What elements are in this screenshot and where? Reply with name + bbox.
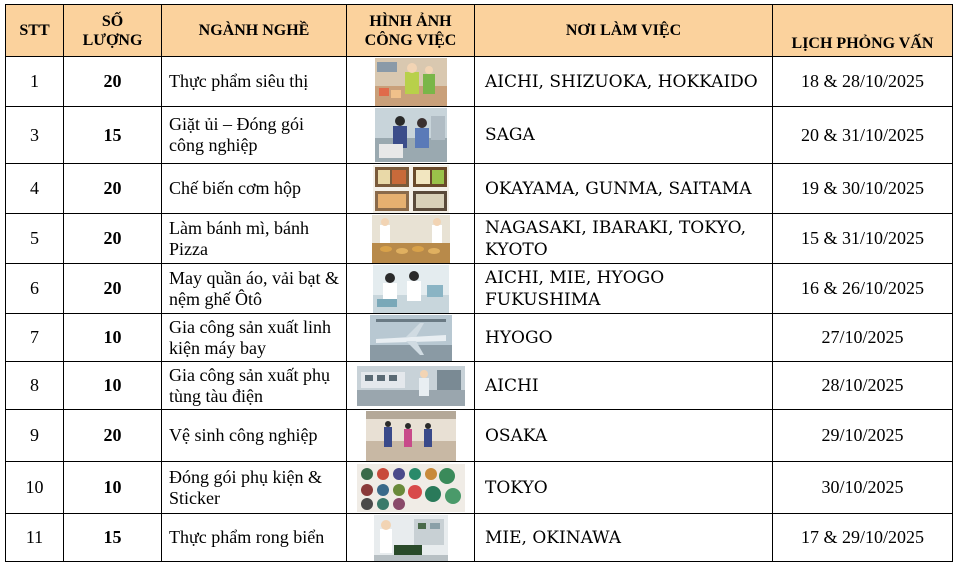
quantity-cell: 15: [64, 514, 162, 562]
header-schedule: LỊCH PHỎNG VẤN: [773, 5, 953, 57]
quantity-cell: 20: [64, 410, 162, 462]
train-parts-photo: [357, 366, 465, 406]
stt-cell: 4: [6, 164, 64, 214]
place-cell: OKAYAMA, GUNMA, SAITAMA: [475, 164, 773, 214]
header-quantity-line1: SỐ: [101, 12, 124, 30]
image-cell: [347, 264, 475, 314]
stt-cell: 6: [6, 264, 64, 314]
image-cell: [347, 57, 475, 107]
header-place: NƠI LÀM VIỆC: [475, 5, 773, 57]
supermarket-food-photo: [375, 58, 447, 106]
quantity-cell: 20: [64, 57, 162, 107]
quantity-cell: 10: [64, 462, 162, 514]
stt-cell: 7: [6, 314, 64, 362]
laundry-packing-photo: [375, 108, 447, 162]
schedule-cell: 30/10/2025: [773, 462, 953, 514]
header-job: NGÀNH NGHỀ: [162, 5, 347, 57]
header-quantity: [64, 5, 162, 57]
place-cell: MIE, OKINAWA: [475, 514, 773, 562]
header-row: [6, 5, 953, 57]
quantity-cell: 20: [64, 264, 162, 314]
table-row: [6, 57, 953, 107]
place-cell: HYOGO: [475, 314, 773, 362]
schedule-cell: 28/10/2025: [773, 362, 953, 410]
place-cell: SAGA: [475, 107, 773, 164]
cleaning-photo: [366, 411, 456, 461]
stt-cell: 10: [6, 462, 64, 514]
table-row: [6, 462, 953, 514]
seaweed-photo: [374, 515, 448, 561]
table-row: [6, 362, 953, 410]
jobs-table: [5, 4, 953, 562]
schedule-cell: 19 & 30/10/2025: [773, 164, 953, 214]
aircraft-parts-photo: [370, 315, 452, 361]
image-cell: [347, 314, 475, 362]
image-cell: [347, 107, 475, 164]
table-row: [6, 514, 953, 562]
schedule-cell: 29/10/2025: [773, 410, 953, 462]
header-quantity-line2: LƯỢNG: [82, 31, 143, 49]
stt-cell: 8: [6, 362, 64, 410]
schedule-cell: 20 & 31/10/2025: [773, 107, 953, 164]
image-cell: [347, 164, 475, 214]
job-cell: Gia công sản xuất linh kiện máy bay: [162, 314, 347, 362]
schedule-cell: 16 & 26/10/2025: [773, 264, 953, 314]
stt-cell: 1: [6, 57, 64, 107]
quantity-cell: 20: [64, 164, 162, 214]
stt-cell: 5: [6, 214, 64, 264]
job-cell: May quần áo, vải bạt & nệm ghế Ôtô: [162, 264, 347, 314]
header-image-line1: HÌNH ẢNH: [369, 12, 452, 30]
job-cell: Vệ sinh công nghiệp: [162, 410, 347, 462]
image-cell: [347, 214, 475, 264]
job-cell: Chế biến cơm hộp: [162, 164, 347, 214]
quantity-cell: 15: [64, 107, 162, 164]
place-cell: TOKYO: [475, 462, 773, 514]
job-cell: Thực phẩm rong biển: [162, 514, 347, 562]
table-row: [6, 164, 953, 214]
schedule-cell: 17 & 29/10/2025: [773, 514, 953, 562]
table-row: [6, 314, 953, 362]
sewing-photo: [373, 265, 449, 313]
header-image: [347, 5, 475, 57]
stickers-photo: [357, 464, 465, 512]
schedule-cell: 15 & 31/10/2025: [773, 214, 953, 264]
stt-cell: 11: [6, 514, 64, 562]
place-cell: AICHI, SHIZUOKA, HOKKAIDO: [475, 57, 773, 107]
quantity-cell: 10: [64, 362, 162, 410]
table-row: [6, 410, 953, 462]
job-cell: Đóng gói phụ kiện & Sticker: [162, 462, 347, 514]
job-cell: Gia công sản xuất phụ tùng tàu điện: [162, 362, 347, 410]
header-image-line2: CÔNG VIỆC: [364, 31, 457, 49]
image-cell: [347, 362, 475, 410]
table-row: [6, 264, 953, 314]
image-cell: [347, 462, 475, 514]
bento-box-photo: [373, 165, 449, 213]
place-cell: AICHI: [475, 362, 773, 410]
job-cell: Thực phẩm siêu thị: [162, 57, 347, 107]
place-cell: NAGASAKI, IBARAKI, TOKYO, KYOTO: [475, 214, 773, 264]
quantity-cell: 10: [64, 314, 162, 362]
schedule-cell: 18 & 28/10/2025: [773, 57, 953, 107]
bakery-photo: [372, 215, 450, 263]
schedule-cell: 27/10/2025: [773, 314, 953, 362]
place-cell: AICHI, MIE, HYOGO FUKUSHIMA: [475, 264, 773, 314]
image-cell: [347, 514, 475, 562]
image-cell: [347, 410, 475, 462]
stt-cell: 9: [6, 410, 64, 462]
header-stt: STT: [6, 5, 64, 57]
place-cell: OSAKA: [475, 410, 773, 462]
table-row: [6, 107, 953, 164]
table-row: [6, 214, 953, 264]
job-cell: Giặt ủi – Đóng gói công nghiệp: [162, 107, 347, 164]
stt-cell: 3: [6, 107, 64, 164]
job-cell: Làm bánh mì, bánh Pizza: [162, 214, 347, 264]
quantity-cell: 20: [64, 214, 162, 264]
